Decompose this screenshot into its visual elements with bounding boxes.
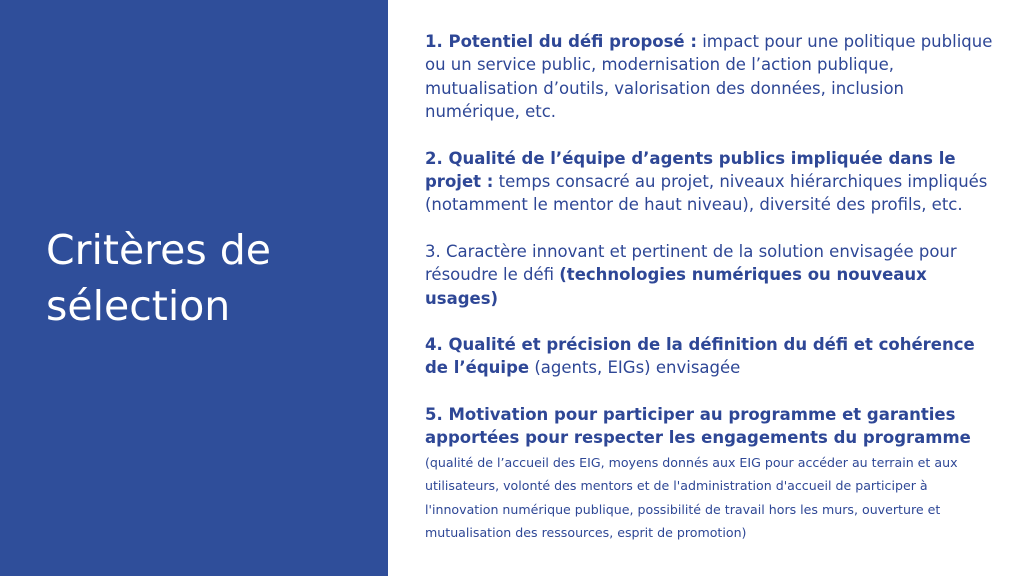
criterion-3-text: 3. Caractère innovant et pertinent de la solution envisagée pour résoudre le défi xyxy=(425,241,957,285)
criterion-3 xyxy=(425,240,995,310)
criterion-5-heading: 5. Motivation pour participer au programme et garanties apportées pour respecter les engagements du programme xyxy=(425,404,971,448)
criterion-1-heading: 1. Potentiel du défi proposé : xyxy=(425,32,697,51)
criteria-list xyxy=(425,30,995,543)
criterion-2 xyxy=(425,147,995,217)
criterion-4-heading: 4. Qualité et précision de la définition du défi et cohérence de l’équipe xyxy=(425,335,975,378)
criterion-1-text: impact pour une politique publique ou un service public, modernisation de l’action publique, mutualisation d’outils, valorisation des données, inclusion numérique, etc. xyxy=(425,32,993,122)
criterion-4 xyxy=(425,333,995,380)
criterion-3-emphasis: (technologies numériques ou nouveaux usages) xyxy=(425,265,927,308)
criterion-4-text: (agents, EIGs) envisagée xyxy=(529,358,741,378)
criterion-5 xyxy=(425,403,995,543)
criterion-1 xyxy=(425,30,995,124)
criterion-2-heading: 2. Qualité de l’équipe d’agents publics impliquée dans le projet : xyxy=(425,148,956,192)
criterion-5-detail: (qualité de l’accueil des EIG, moyens donnés aux EIG pour accéder au terrain et aux utilisateurs, volonté des mentors et de l'administration d'accueil de participer à l'innovation numérique publique, possibilité de travail hors les murs, ouverture et mutualisation des ressources, esprit de promotion) xyxy=(425,454,958,540)
title-panel xyxy=(0,0,388,576)
criterion-2-text: temps consacré au projet, niveaux hiérarchiques impliqués (notamment le mentor de haut niveau), diversité des profils, etc. xyxy=(425,172,988,215)
slide-title: Critères de sélection xyxy=(46,226,271,330)
